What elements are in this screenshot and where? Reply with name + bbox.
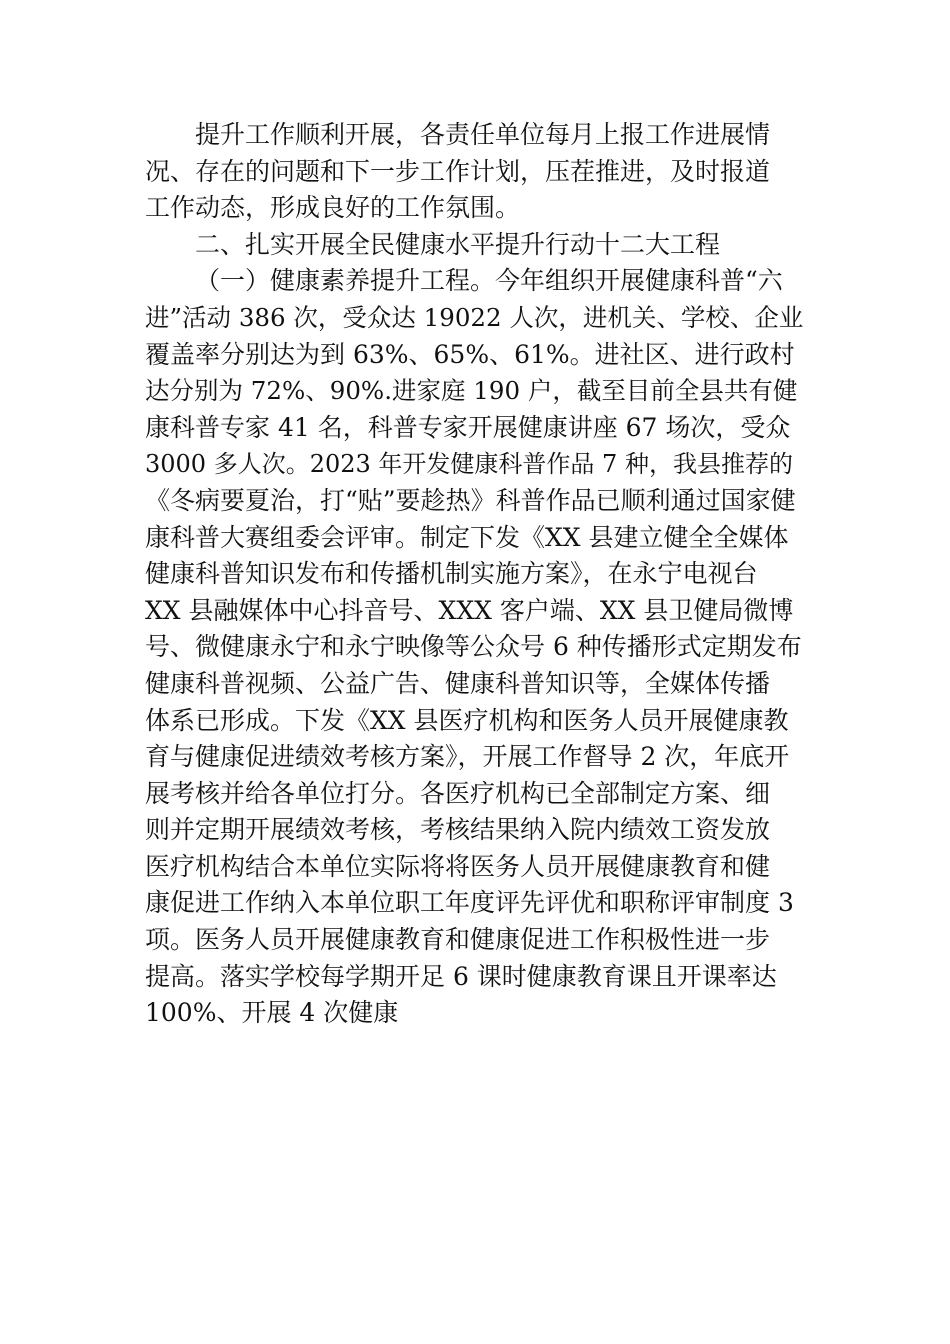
text-line: 健康科普视频、公益广告、健康科普知识等，全媒体传播: [145, 668, 771, 698]
text-line: 医疗机构结合本单位实际将将医务人员开展健康教育和健: [145, 851, 771, 881]
text-line: 达分别为 72%、90%.进家庭 190 户，截至目前全县共有健: [145, 376, 798, 406]
text-line: 工作动态，形成良好的工作氛围。: [145, 193, 521, 223]
text-line: 则并定期开展绩效考核，考核结果纳入院内绩效工资发放: [145, 815, 771, 845]
text-line: 育与健康促进绩效考核方案》，开展工作督导 2 次，年底开: [145, 742, 790, 772]
text-line: 3000 多人次。2023 年开发健康科普作品 7 种，我县推荐的: [145, 450, 793, 479]
text-line: 康科普专家 41 名，科普专家开展健康讲座 67 场次，受众: [145, 412, 791, 442]
text-line: 健康科普知识发布和传播机制实施方案》，在永宁电视台: [145, 559, 758, 589]
text-line: 展考核并给各单位打分。各医疗机构已全部制定方案、细: [145, 778, 771, 808]
text-line: （一）健康素养提升工程。今年组织开展健康科普“六: [195, 266, 783, 296]
text-line: 康科普大赛组委会评审。制定下发《XX 县建立健全全媒体: [145, 522, 789, 552]
text-line: 100%、开展 4 次健康: [145, 998, 399, 1028]
text-line: 号、微健康永宁和永宁映像等公众号 6 种传播形式定期发布: [145, 632, 802, 662]
text-line: 《冬病要夏治，打“贴”要趁热》科普作品已顺利通过国家健: [145, 485, 796, 515]
text-line: 进”活动 386 次，受众达 19022 人次，进机关、学校、企业: [145, 302, 804, 332]
text-line: 提升工作顺利开展，各责任单位每月上报工作进展情: [195, 120, 771, 149]
text-line: 项。医务人员开展健康教育和健康促进工作积极性进一步: [145, 925, 771, 955]
text-line: 康促进工作纳入本单位职工年度评先评优和职称评审制度 3: [145, 888, 794, 918]
text-line: 覆盖率分别达为到 63%、65%、61%。进社区、进行政村: [145, 339, 795, 369]
text-line: 提高。落实学校每学期开足 6 课时健康教育课且开课率达: [145, 961, 777, 991]
text-line: XX 县融媒体中心抖音号、XXX 客户端、XX 县卫健局微博: [145, 595, 794, 625]
text-line: 二、扎实开展全民健康水平提升行动十二大工程: [195, 229, 721, 259]
document-body: [145, 117, 805, 1032]
text-line: 况、存在的问题和下一步工作计划，压茬推进，及时报道: [145, 156, 771, 186]
text-line: 体系已形成。下发《XX 县医疗机构和医务人员开展健康教: [145, 705, 789, 735]
